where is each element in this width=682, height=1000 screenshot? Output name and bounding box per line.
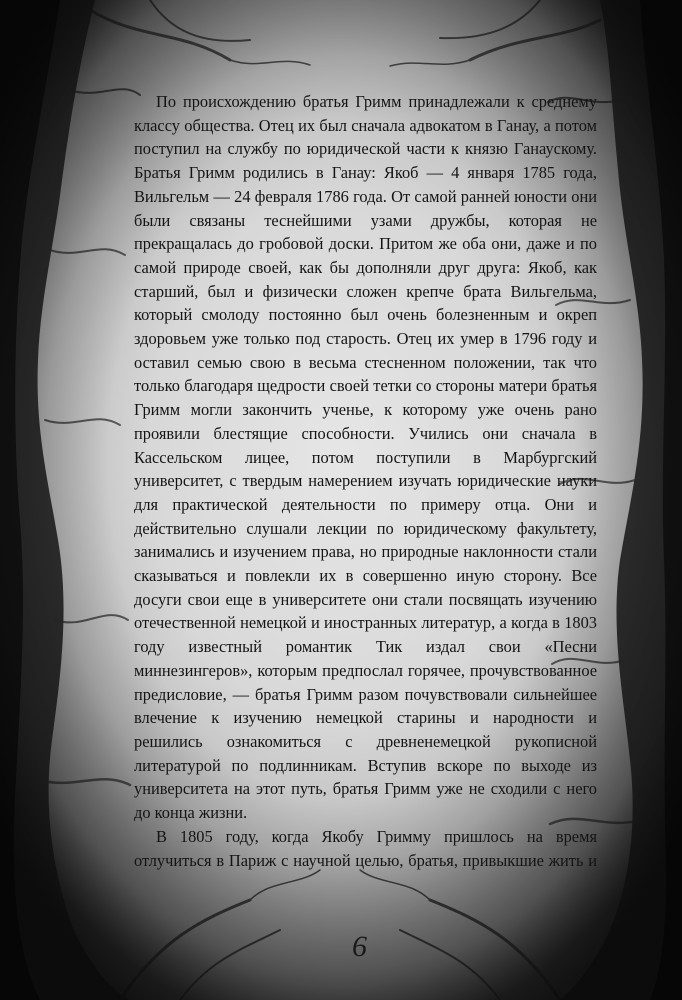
- article-text: [134, 90, 597, 870]
- paragraph-origin: По происхождению братья Гримм принадлежали к среднему классу общества. Отец их был сначала адвокатом в Ганау, а потом поступил на службу по юридической части к князю Ганаускому. Братья Гримм родились в Ганау: Якоб — 4 января 1785 года, Вильгельм — 24 февраля 1786 года. От самой ранней юности они были связаны теснейшими узами дружбы, которая не прекращалась до гробовой доски. Притом же оба они, даже и по самой природе своей, как бы дополняли друг друга: Якоб, как старший, был и физически сложен крепче брата Вильгельма, который смолоду постоянно был очень болезненным и окреп здоровьем уже только под старость. Отец их умер в 1796 году и оставил семью свою в весьма стесненном положении, так что только благодаря щедрости своей тетки со стороны матери братья Гримм могли закончить ученье, к которому уже очень рано проявили блестящие способности. Учились они сначала в Кассельском лицее, потом поступили в Марбургский университет, с твердым намерением изучать юридические науки для практической деятельности по примеру отца. Они и действительно слушали лекции по юридическому факультету, занимались и изучением права, но природные наклонности стали сказываться и повлекли их в совершенно иную сторону. Все досуги свои еще в университете они стали посвящать изучению отечественной немецкой и иностранных литератур, а когда в 1803 году известный романтик Тик издал свои «Песни миннезингеров», которым предпослал горячее, прочувствованное предисловие, — братья Гримм разом почувствовали сильнейшее влечение к изучению немецкой старины и народности и решились ознакомиться с древненемецкой рукописной литературой по подлинникам. Вступив вскоре по выходе из университета на этот путь, братья Гримм уже не сходили с него до конца жизни.: [134, 92, 597, 823]
- page-number: 6: [352, 930, 367, 963]
- paragraph-1805: В 1805 году, когда Якобу Гримму пришлось на время отлучиться в Париж с научной целью, братья, привыкшие жить и: [134, 826, 597, 870]
